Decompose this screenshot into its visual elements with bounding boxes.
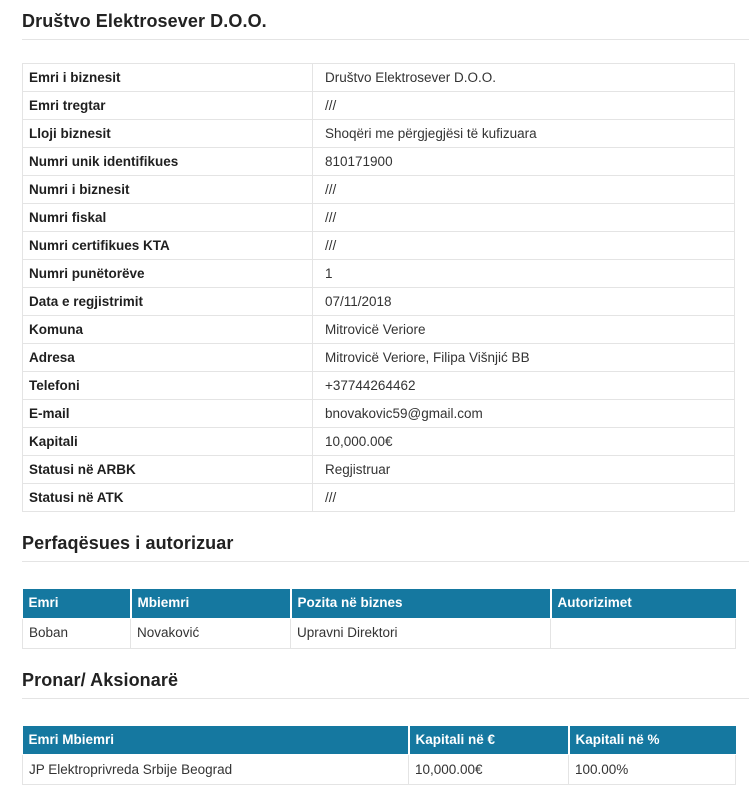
table-row [23,456,735,484]
table-row [23,618,736,648]
column-header-pozita: Pozita në biznes [291,589,551,618]
table-header-row [23,726,736,755]
table-header-row [23,589,736,618]
detail-label: Statusi në ATK [23,484,313,512]
detail-label: Adresa [23,344,313,372]
detail-value: /// [313,176,735,204]
detail-value: Mitrovicë Veriore [313,316,735,344]
detail-label: Emri tregtar [23,92,313,120]
table-row [23,400,735,428]
table-row [23,484,735,512]
detail-label: Numri i biznesit [23,176,313,204]
table-row [23,148,735,176]
detail-value: /// [313,92,735,120]
table-cell-mbiemri: Novaković [131,618,291,648]
table-row [23,428,735,456]
table-row [23,204,735,232]
table-row [23,120,735,148]
section-divider [22,561,749,562]
section-divider [22,698,749,699]
table-row [23,344,735,372]
detail-label: Data e regjistrimit [23,288,313,316]
detail-label: Emri i biznesit [23,64,313,92]
table-row [23,64,735,92]
representatives-table [22,589,736,649]
detail-label: Telefoni [23,372,313,400]
detail-value: bnovakovic59@gmail.com [313,400,735,428]
page-title: Društvo Elektrosever D.O.O. [22,0,749,33]
column-header-kapitali-pct: Kapitali në % [569,726,736,755]
table-row [23,260,735,288]
table-row [23,176,735,204]
detail-label: Numri punëtorëve [23,260,313,288]
detail-value: /// [313,484,735,512]
detail-label: Numri certifikues KTA [23,232,313,260]
business-details-table [22,63,735,512]
detail-value: /// [313,232,735,260]
column-header-emri: Emri [23,589,131,618]
detail-value: 07/11/2018 [313,288,735,316]
table-cell-pozita: Upravni Direktori [291,618,551,648]
table-cell-kapitali-pct: 100.00% [569,755,736,785]
table-row [23,288,735,316]
detail-label: Statusi në ARBK [23,456,313,484]
title-divider [22,39,749,40]
detail-value: Shoqëri me përgjegjësi të kufizuara [313,120,735,148]
detail-label: Numri unik identifikues [23,148,313,176]
table-cell-kapitali-eur: 10,000.00€ [409,755,569,785]
column-header-emri-mbiemri: Emri Mbiemri [23,726,409,755]
detail-value: 1 [313,260,735,288]
table-row [23,92,735,120]
detail-value: 10,000.00€ [313,428,735,456]
detail-label: Lloji biznesit [23,120,313,148]
detail-value: Društvo Elektrosever D.O.O. [313,64,735,92]
column-header-mbiemri: Mbiemri [131,589,291,618]
table-row [23,232,735,260]
section-heading-representatives: Perfaqësues i autorizuar [22,512,749,555]
detail-label: Kapitali [23,428,313,456]
table-cell-autorizimet [551,618,736,648]
detail-value: Mitrovicë Veriore, Filipa Višnjić BB [313,344,735,372]
table-row [23,316,735,344]
table-cell-emri-mbiemri: JP Elektroprivreda Srbije Beograd [23,755,409,785]
detail-value: +37744264462 [313,372,735,400]
detail-label: Komuna [23,316,313,344]
table-row [23,755,736,785]
detail-label: E-mail [23,400,313,428]
column-header-autorizimet: Autorizimet [551,589,736,618]
table-row [23,372,735,400]
column-header-kapitali-eur: Kapitali në € [409,726,569,755]
detail-value: Regjistruar [313,456,735,484]
detail-label: Numri fiskal [23,204,313,232]
section-heading-owners: Pronar/ Aksionarë [22,649,749,692]
detail-value: /// [313,204,735,232]
detail-value: 810171900 [313,148,735,176]
owners-table [22,726,736,785]
table-cell-emri: Boban [23,618,131,648]
